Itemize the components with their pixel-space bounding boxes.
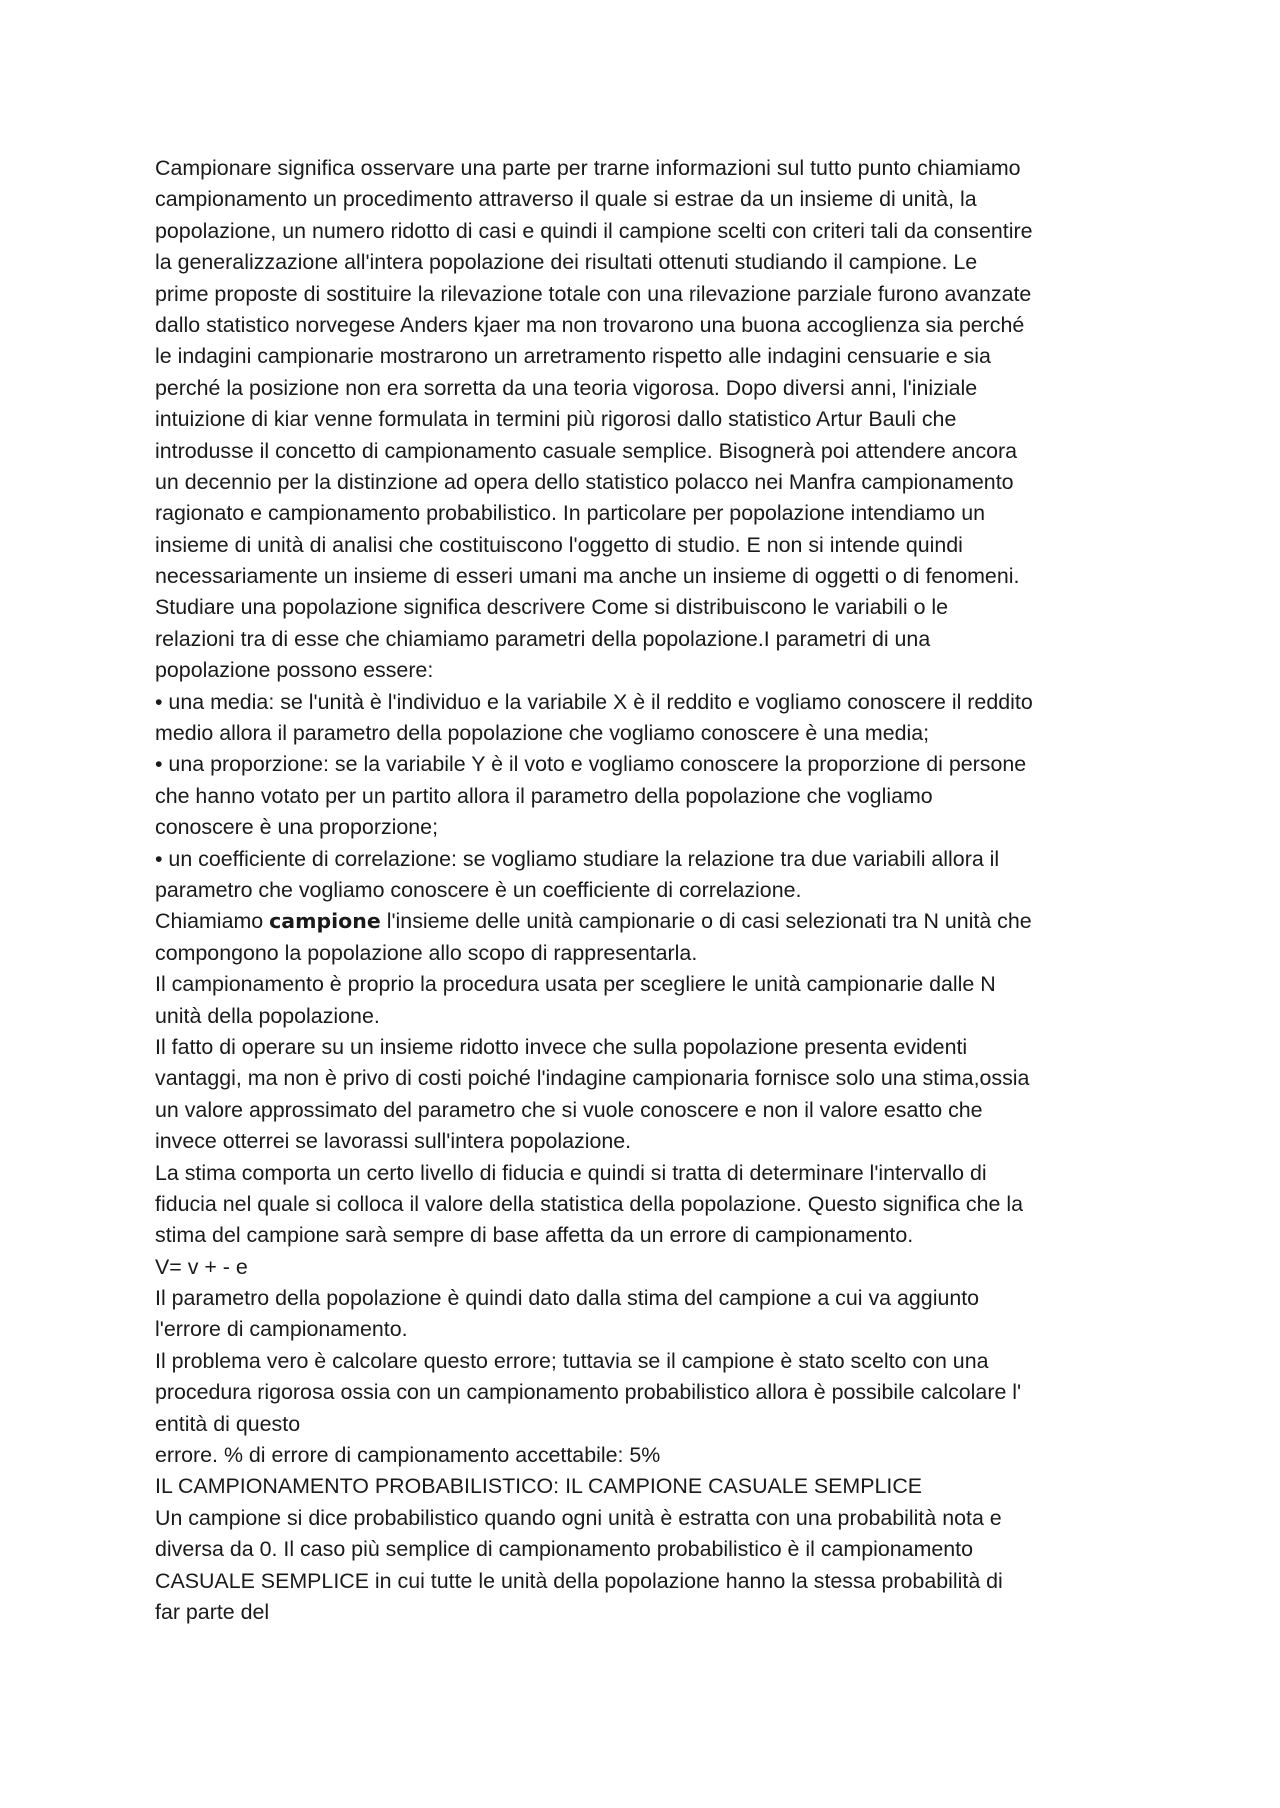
- text-line: prime proposte di sostituire la rilevazione totale con una rilevazione parziale furono avanzate: [155, 281, 1032, 306]
- text-line: Il parametro della popolazione è quindi dato dalla stima del campione a cui va aggiunto: [155, 1286, 980, 1311]
- text-line: campionamento un procedimento attraverso il quale si estrae da un insieme di unità, la: [155, 187, 977, 212]
- campione-definition-line: [155, 906, 1155, 937]
- text-line: che hanno votato per un partito allora il parametro della popolazione che vogliamo: [155, 783, 933, 808]
- bullet-item-correlazione: • un coefficiente di correlazione: se vogliamo studiare la relazione tra due variabili allora il: [155, 846, 1000, 871]
- text-line: introdusse il concetto di campionamento casuale semplice. Bisognerà poi attendere ancora: [155, 438, 1018, 463]
- text-line: un decennio per la distinzione ad opera dello statistico polacco nei Manfra campionamento: [155, 469, 1014, 494]
- text-line: diversa da 0. Il caso più semplice di campionamento probabilistico è il campionamento: [155, 1537, 974, 1562]
- text-line: la generalizzazione all'intera popolazione dei risultati ottenuti studiando il campione. Le: [155, 250, 978, 275]
- text-line: parametro che vogliamo conoscere è un coefficiente di correlazione.: [155, 877, 802, 902]
- text-line: ragionato e campionamento probabilistico. In particolare per popolazione intendiamo un: [155, 501, 986, 526]
- campione-line-before: Chiamiamo: [155, 909, 270, 934]
- text-line: Campionare significa osservare una parte per trarne informazioni sul tutto punto chiamiamo: [155, 156, 1021, 180]
- campione-line-after: l'insieme delle unità campionarie o di casi selezionati tra N unità che: [380, 909, 1032, 934]
- text-line: intuizione di kiar venne formulata in termini più rigorosi dallo statistico Artur Bauli che: [155, 407, 957, 432]
- text-line: Studiare una popolazione significa descrivere Come si distribuiscono le variabili o le: [155, 595, 949, 620]
- text-line: popolazione, un numero ridotto di casi e quindi il campione scelti con criteri tali da consentire: [155, 218, 1033, 243]
- bullet-item-media: • una media: se l'unità è l'individuo e la variabile X è il reddito e vogliamo conoscere il reddito: [155, 689, 1033, 714]
- text-line: insieme di unità di analisi che costituiscono l'oggetto di studio. E non si intende quindi: [155, 532, 963, 557]
- campione-bold-term: campione: [269, 909, 381, 934]
- text-line: popolazione possono essere:: [155, 658, 434, 683]
- text-line: compongono la popolazione allo scopo di rappresentarla.: [155, 940, 698, 965]
- text-line: La stima comporta un certo livello di fiducia e quindi si tratta di determinare l'intervallo di: [155, 1160, 987, 1185]
- text-line: necessariamente un insieme di esseri umani ma anche un insieme di oggetti o di fenomeni.: [155, 564, 1020, 589]
- text-line: Il fatto di operare su un insieme ridotto invece che sulla popolazione presenta evidenti: [155, 1034, 968, 1059]
- section-heading: IL CAMPIONAMENTO PROBABILISTICO: IL CAMPIONE CASUALE SEMPLICE: [155, 1474, 923, 1499]
- text-line: le indagini campionarie mostrarono un arretramento rispetto alle indagini censuarie e sia: [155, 344, 991, 369]
- text-line: unità della popolazione.: [155, 1003, 380, 1028]
- text-line: Il problema vero è calcolare questo errore; tuttavia se il campione è stato scelto con una: [155, 1348, 989, 1373]
- text-line: errore. % di errore di campionamento accettabile: 5%: [155, 1443, 661, 1468]
- text-line: procedura rigorosa ossia con un campionamento probabilistico allora è possibile calcolare l': [155, 1380, 1022, 1405]
- text-line: far parte del: [155, 1599, 270, 1624]
- text-line: l'errore di campionamento.: [155, 1317, 408, 1342]
- text-line: stima del campione sarà sempre di base affetta da un errore di campionamento.: [155, 1223, 914, 1248]
- text-line: vantaggi, ma non è privo di costi poiché l'indagine campionaria fornisce solo una stima,ossia: [155, 1066, 1030, 1091]
- text-line: dallo statistico norvegese Anders kjaer ma non trovarono una buona accoglienza sia perché: [155, 312, 1025, 337]
- text-line: CASUALE SEMPLICE in cui tutte le unità della popolazione hanno la stessa probabilità di: [155, 1568, 1003, 1593]
- text-line: un valore approssimato del parametro che si vuole conoscere e non il valore esatto che: [155, 1097, 983, 1122]
- text-line: medio allora il parametro della popolazione che vogliamo conoscere è una media;: [155, 721, 930, 746]
- bullet-item-proporzione: • una proporzione: se la variabile Y è il voto e vogliamo conoscere la proporzione di persone: [155, 752, 1027, 777]
- text-line: perché la posizione non era sorretta da una teoria vigorosa. Dopo diversi anni, l'iniziale: [155, 375, 978, 400]
- text-line: Il campionamento è proprio la procedura usata per scegliere le unità campionarie dalle N: [155, 972, 996, 997]
- text-line: entità di questo: [155, 1411, 301, 1436]
- body-text: [155, 153, 1155, 1628]
- text-line: fiducia nel quale si colloca il valore della statistica della popolazione. Questo significa che la: [155, 1191, 1024, 1216]
- formula-line: V= v + - e: [155, 1254, 248, 1279]
- text-line: conoscere è una proporzione;: [155, 815, 439, 840]
- text-line: invece otterrei se lavorassi sull'intera popolazione.: [155, 1129, 632, 1154]
- text-line: relazioni tra di esse che chiamiamo parametri della popolazione.I parametri di una: [155, 626, 931, 651]
- text-line: Un campione si dice probabilistico quando ogni unità è estratta con una probabilità nota e: [155, 1505, 1002, 1530]
